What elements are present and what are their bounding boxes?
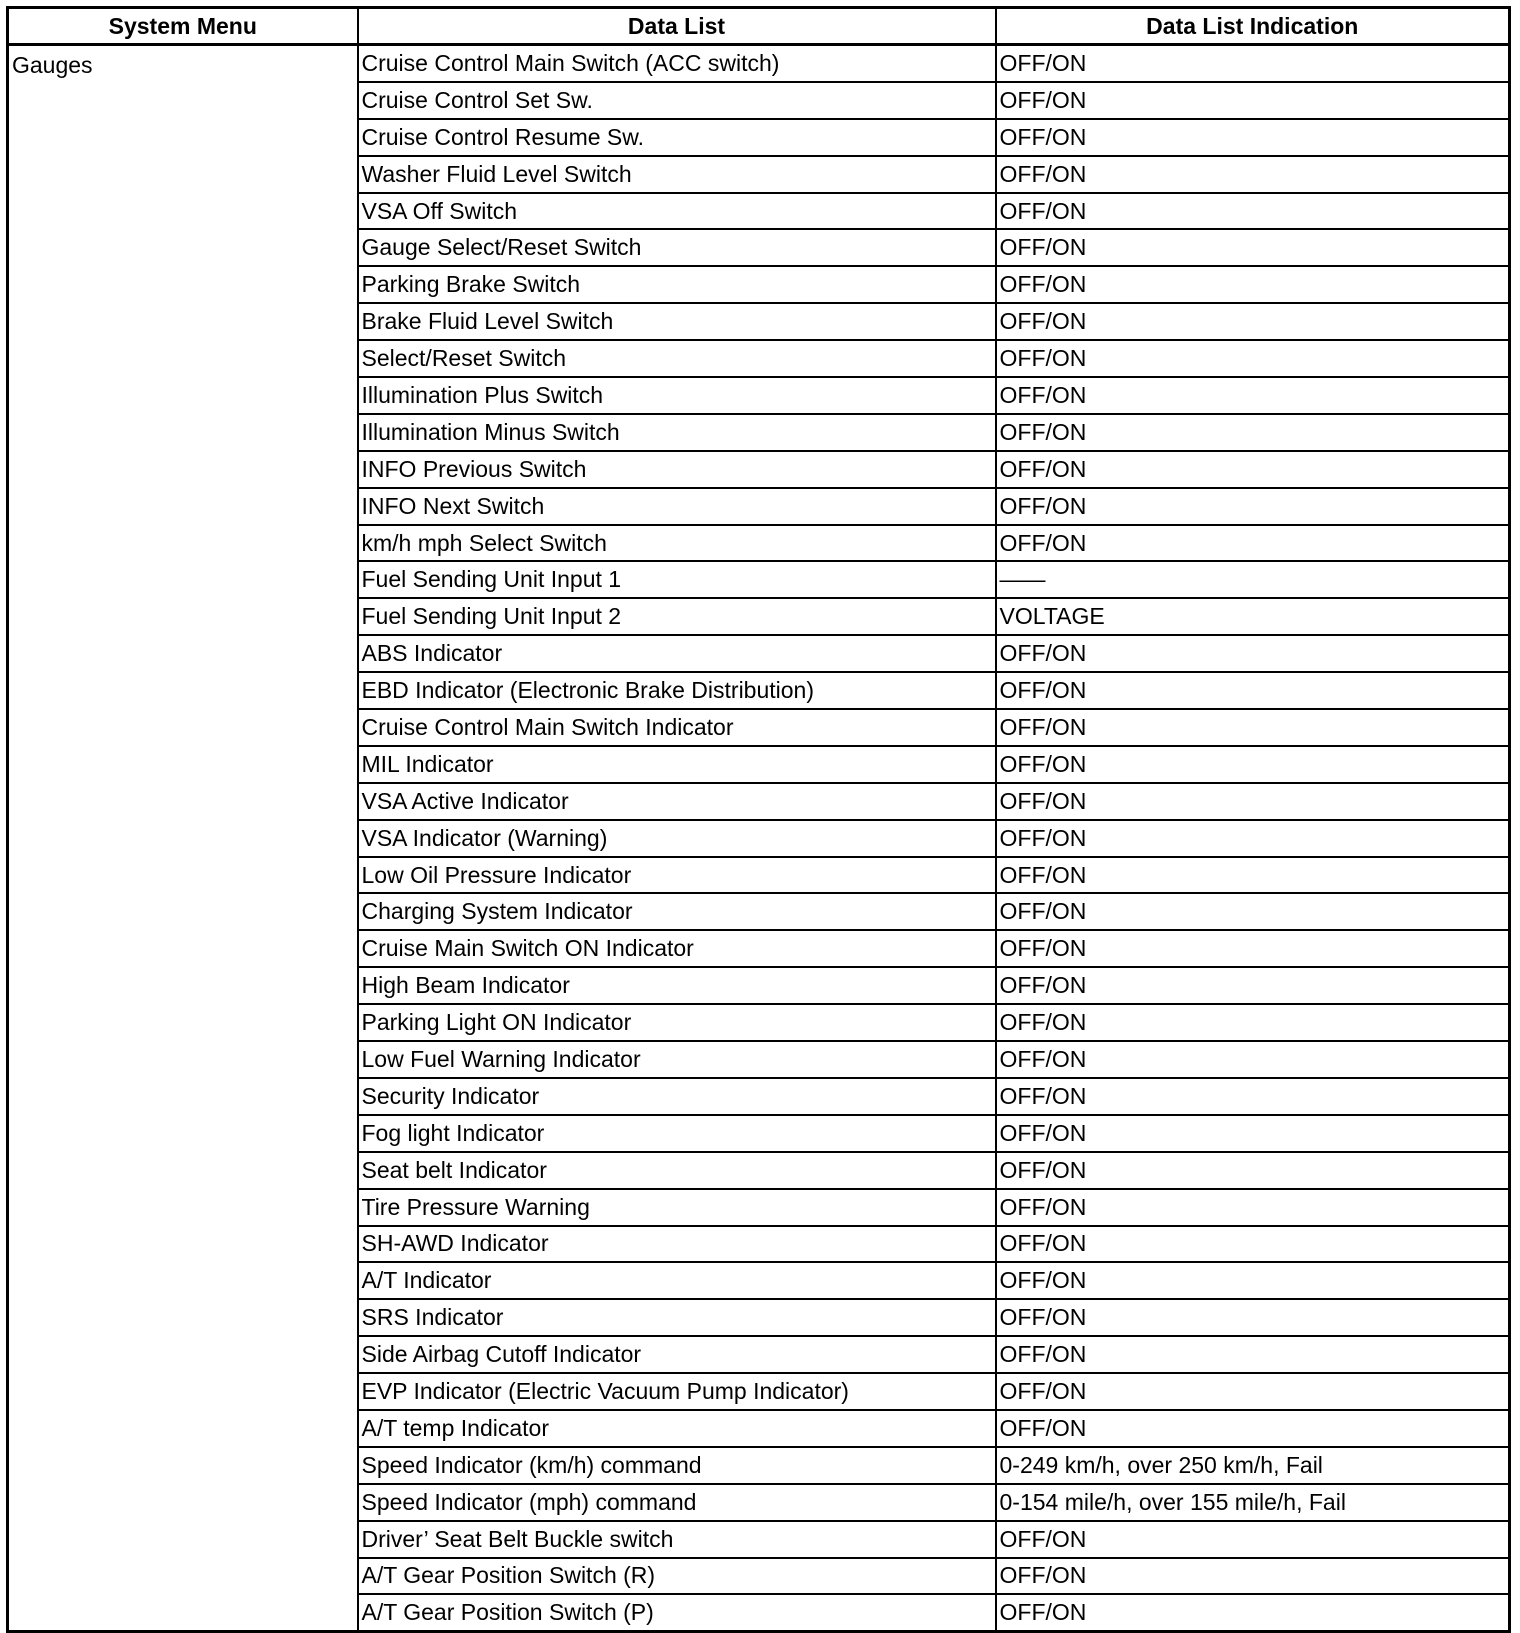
data-list-indication: 0-249 km/h, over 250 km/h, Fail (996, 1447, 1510, 1484)
data-list-item: Security Indicator (358, 1078, 996, 1115)
data-list-indication: OFF/ON (996, 635, 1510, 672)
table-row (8, 45, 1510, 82)
header-data-list: Data List (358, 8, 996, 45)
header-row (8, 8, 1510, 45)
data-list-indication: OFF/ON (996, 1004, 1510, 1041)
data-list-item: Select/Reset Switch (358, 340, 996, 377)
data-list-indication: OFF/ON (996, 119, 1510, 156)
data-list-indication: OFF/ON (996, 820, 1510, 857)
data-list-item: MIL Indicator (358, 746, 996, 783)
data-list-item: Tire Pressure Warning (358, 1189, 996, 1226)
data-list-item: Illumination Minus Switch (358, 414, 996, 451)
data-list-item: Speed Indicator (mph) command (358, 1484, 996, 1521)
data-list-item: Speed Indicator (km/h) command (358, 1447, 996, 1484)
data-list-item: km/h mph Select Switch (358, 525, 996, 562)
data-list-indication: OFF/ON (996, 340, 1510, 377)
data-list-indication: OFF/ON (996, 303, 1510, 340)
data-list-item: Washer Fluid Level Switch (358, 156, 996, 193)
data-list-item: VSA Indicator (Warning) (358, 820, 996, 857)
data-list-indication: OFF/ON (996, 1594, 1510, 1631)
data-list-indication: 0-154 mile/h, over 155 mile/h, Fail (996, 1484, 1510, 1521)
data-list-item: INFO Next Switch (358, 488, 996, 525)
data-list-indication: OFF/ON (996, 1558, 1510, 1595)
data-list-indication: OFF/ON (996, 1226, 1510, 1263)
data-list-indication: OFF/ON (996, 266, 1510, 303)
data-list-item: Gauge Select/Reset Switch (358, 229, 996, 266)
data-list-item: Brake Fluid Level Switch (358, 303, 996, 340)
data-list-indication: OFF/ON (996, 1373, 1510, 1410)
data-list-indication: VOLTAGE (996, 598, 1510, 635)
data-list-item: Driver’ Seat Belt Buckle switch (358, 1521, 996, 1558)
data-list-item: Parking Light ON Indicator (358, 1004, 996, 1041)
data-list-item: EVP Indicator (Electric Vacuum Pump Indicator) (358, 1373, 996, 1410)
data-list-indication: OFF/ON (996, 82, 1510, 119)
data-list-indication: OFF/ON (996, 893, 1510, 930)
data-list-indication: OFF/ON (996, 1262, 1510, 1299)
header-system-menu: System Menu (8, 8, 358, 45)
data-list-item: Cruise Control Set Sw. (358, 82, 996, 119)
data-list-indication: OFF/ON (996, 1152, 1510, 1189)
data-list-item: Charging System Indicator (358, 893, 996, 930)
data-list-indication: OFF/ON (996, 488, 1510, 525)
data-list-item: VSA Off Switch (358, 193, 996, 230)
data-list-indication: OFF/ON (996, 783, 1510, 820)
header-data-list-indication: Data List Indication (996, 8, 1510, 45)
data-list-indication: OFF/ON (996, 967, 1510, 1004)
data-list-indication: OFF/ON (996, 193, 1510, 230)
data-list-item: Seat belt Indicator (358, 1152, 996, 1189)
data-list-item: EBD Indicator (Electronic Brake Distribution) (358, 672, 996, 709)
data-list-indication: OFF/ON (996, 1336, 1510, 1373)
data-list-indication: OFF/ON (996, 709, 1510, 746)
data-list-item: A/T Gear Position Switch (R) (358, 1558, 996, 1595)
data-list-indication: —— (996, 561, 1510, 598)
data-list-item: A/T Indicator (358, 1262, 996, 1299)
data-list-item: SRS Indicator (358, 1299, 996, 1336)
data-list-indication: OFF/ON (996, 1115, 1510, 1152)
data-list-indication: OFF/ON (996, 1041, 1510, 1078)
data-list-indication: OFF/ON (996, 45, 1510, 82)
data-list-item: Cruise Main Switch ON Indicator (358, 930, 996, 967)
data-list-item: Low Fuel Warning Indicator (358, 1041, 996, 1078)
system-menu-cell: Gauges (8, 45, 358, 1632)
data-list-item: Fog light Indicator (358, 1115, 996, 1152)
data-list-item: SH-AWD Indicator (358, 1226, 996, 1263)
data-list-indication: OFF/ON (996, 1521, 1510, 1558)
data-list-item: Cruise Control Main Switch Indicator (358, 709, 996, 746)
data-list-indication: OFF/ON (996, 1299, 1510, 1336)
data-list-item: Side Airbag Cutoff Indicator (358, 1336, 996, 1373)
data-list-indication: OFF/ON (996, 414, 1510, 451)
data-list-indication: OFF/ON (996, 857, 1510, 894)
data-list-indication: OFF/ON (996, 930, 1510, 967)
data-list-table (6, 6, 1511, 1633)
data-list-item: Cruise Control Resume Sw. (358, 119, 996, 156)
data-list-item: Fuel Sending Unit Input 2 (358, 598, 996, 635)
data-list-indication: OFF/ON (996, 1189, 1510, 1226)
data-list-indication: OFF/ON (996, 229, 1510, 266)
data-list-item: ABS Indicator (358, 635, 996, 672)
data-list-item: High Beam Indicator (358, 967, 996, 1004)
data-list-indication: OFF/ON (996, 451, 1510, 488)
data-list-item: Parking Brake Switch (358, 266, 996, 303)
table-body (8, 45, 1510, 1632)
data-list-item: Cruise Control Main Switch (ACC switch) (358, 45, 996, 82)
data-list-item: Fuel Sending Unit Input 1 (358, 561, 996, 598)
data-list-indication: OFF/ON (996, 1410, 1510, 1447)
data-list-item: A/T Gear Position Switch (P) (358, 1594, 996, 1631)
data-list-item: INFO Previous Switch (358, 451, 996, 488)
data-list-indication: OFF/ON (996, 672, 1510, 709)
data-list-indication: OFF/ON (996, 377, 1510, 414)
data-list-item: Illumination Plus Switch (358, 377, 996, 414)
data-list-indication: OFF/ON (996, 1078, 1510, 1115)
data-list-item: A/T temp Indicator (358, 1410, 996, 1447)
data-list-item: VSA Active Indicator (358, 783, 996, 820)
data-list-item: Low Oil Pressure Indicator (358, 857, 996, 894)
data-list-indication: OFF/ON (996, 746, 1510, 783)
data-list-indication: OFF/ON (996, 525, 1510, 562)
data-list-indication: OFF/ON (996, 156, 1510, 193)
